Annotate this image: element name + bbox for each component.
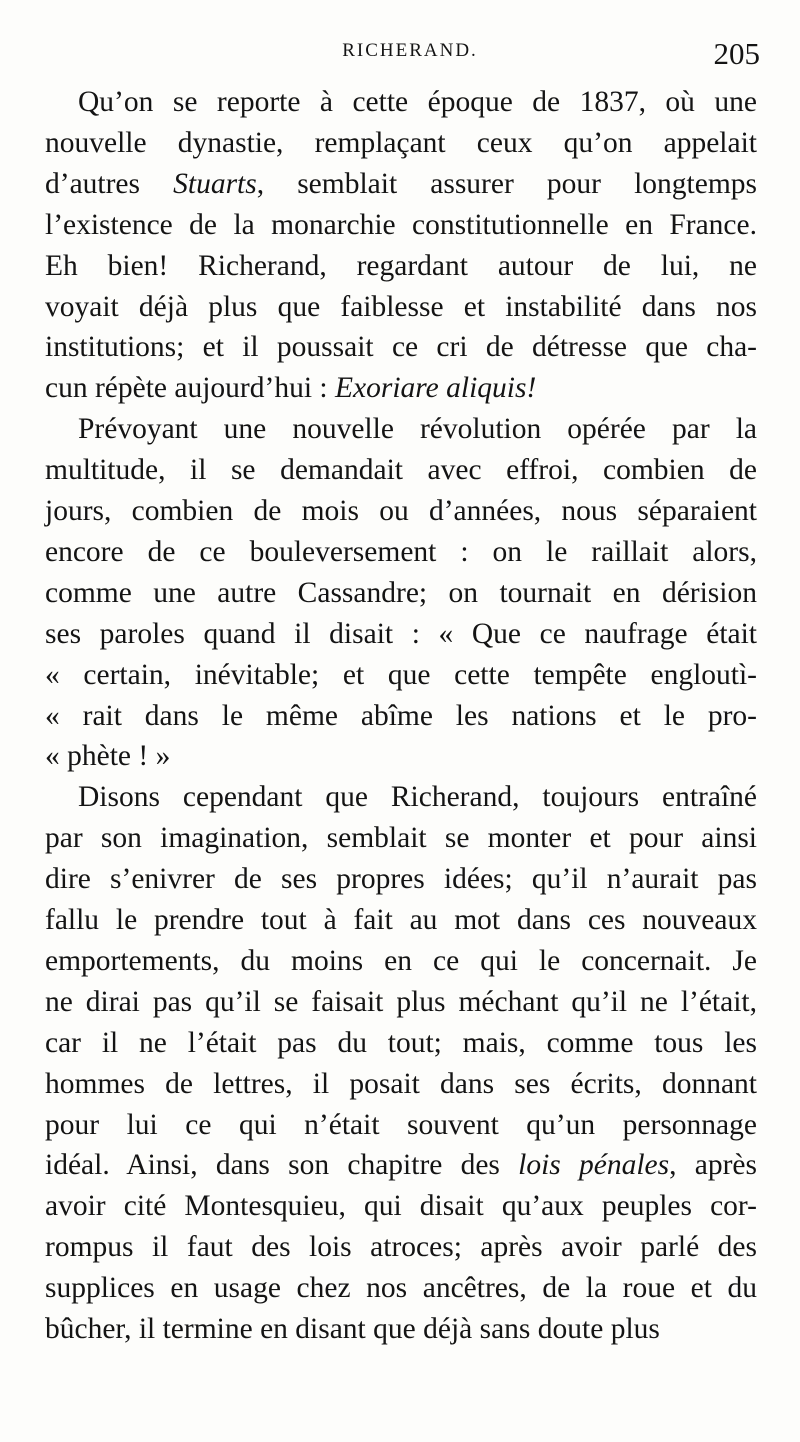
line-segment: Disons cependant que Richerand, toujours entraîné	[78, 781, 757, 814]
line-segment: voyait déjà plus que faiblesse et instabilité dans nos	[45, 290, 757, 323]
text-line	[45, 532, 757, 573]
line-segment: ne dirai pas qu’il se faisait plus méchant qu’il ne l’était,	[45, 985, 757, 1018]
text-line	[45, 123, 757, 164]
line-segment: d’autres	[45, 167, 174, 200]
line-text	[45, 577, 757, 609]
line-text	[45, 740, 170, 772]
line-text	[45, 618, 757, 650]
line-text	[45, 209, 757, 241]
text-line	[45, 1145, 757, 1186]
paragraph-first-line	[78, 409, 757, 450]
line-text	[45, 904, 757, 936]
line-segment: encore de ce bouleversement : on le raillait alors,	[45, 535, 757, 568]
line-segment: fallu le prendre tout à fait au mot dans ces nouveaux	[45, 904, 757, 936]
text-line	[45, 614, 757, 655]
text-line	[45, 573, 757, 614]
line-text	[45, 700, 757, 732]
line-segment: institutions; et il poussait ce cri de détresse que cha-	[45, 331, 757, 364]
line-segment: jours, combien de mois ou d’années, nous séparaient	[45, 495, 757, 527]
line-segment: Qu’on se reporte à cette époque de 1837, où une	[78, 86, 757, 118]
line-text	[45, 1272, 757, 1304]
line-text	[45, 127, 757, 159]
line-text	[45, 331, 757, 363]
running-title: RICHERAND.	[342, 40, 478, 61]
text-line	[45, 287, 757, 328]
line-text	[45, 1068, 757, 1100]
line-segment: , après	[669, 1149, 757, 1182]
line-segment: supplices en usage chez nos ancêtres, de la roue et du	[45, 1272, 757, 1305]
text-line	[45, 327, 757, 368]
line-segment: bûcher, il termine en disant que déjà sans doute plus	[45, 1313, 660, 1345]
line-text	[45, 659, 757, 691]
line-segment: emportements, du moins en ce qui le concernait. Je	[45, 944, 757, 977]
line-text	[45, 1231, 757, 1263]
line-text	[45, 1027, 757, 1059]
line-text	[45, 454, 757, 486]
text-line	[45, 859, 757, 900]
line-segment: cun répète aujourd’hui :	[45, 372, 335, 405]
text-line	[45, 941, 757, 982]
line-segment: nouvelle dynastie, remplaçant ceux qu’on appelait	[45, 126, 757, 159]
line-text	[45, 536, 757, 568]
line-segment: « phète ! »	[45, 740, 171, 773]
line-segment: idéal. Ainsi, dans son chapitre des	[45, 1149, 519, 1182]
text-line	[45, 164, 757, 205]
line-text	[45, 863, 757, 895]
body-text	[45, 82, 757, 1350]
line-segment: hommes de lettres, il posait dans ses écrits, donnant	[45, 1067, 757, 1100]
line-segment: pour lui ce qui n’était souvent qu’un personnage	[45, 1108, 757, 1141]
paragraph-first-line	[78, 777, 757, 818]
text-line	[45, 655, 757, 696]
text-line	[45, 1105, 757, 1146]
text-line	[45, 1309, 757, 1350]
text-line	[45, 491, 757, 532]
line-segment: Eh bien! Richerand, regardant autour de lui, ne	[45, 249, 757, 282]
line-segment: par son imagination, semblait se monter et pour ainsi	[45, 822, 757, 855]
line-text	[45, 1190, 757, 1222]
line-text	[78, 413, 757, 445]
page-number: 205	[713, 36, 760, 71]
line-text	[45, 291, 757, 323]
text-line	[45, 246, 757, 287]
line-segment: dire s’enivrer de ses propres idées; qu’il n’aurait pas	[45, 863, 757, 896]
text-line	[45, 1186, 757, 1227]
line-segment: avoir cité Montesquieu, qui disait qu’aux peuples cor-	[45, 1190, 757, 1223]
line-segment: « certain, inévitable; et que cette tempête engloutì-	[45, 658, 757, 691]
line-segment: rompus il faut des lois atroces; après avoir parlé des	[45, 1231, 757, 1264]
line-text	[45, 495, 757, 527]
text-line	[45, 1064, 757, 1105]
line-segment: , semblait assurer pour longtemps	[256, 167, 757, 200]
text-line	[45, 982, 757, 1023]
text-line	[45, 818, 757, 859]
line-text	[45, 1149, 757, 1181]
paragraph-first-line	[78, 82, 757, 123]
running-head	[0, 36, 800, 76]
line-segment: « rait dans le même abîme les nations et le pro-	[45, 699, 757, 732]
text-line	[45, 1268, 757, 1309]
text-line	[45, 1023, 757, 1064]
line-text	[45, 1313, 660, 1345]
line-text	[45, 945, 757, 977]
text-line	[45, 368, 757, 409]
italic-term: Exoriare aliquis!	[334, 372, 537, 405]
line-segment: comme une autre Cassandre; on tournait en dérision	[45, 576, 757, 609]
text-line	[45, 736, 757, 777]
line-text	[45, 822, 757, 854]
line-text	[78, 86, 757, 118]
line-text	[45, 164, 757, 205]
line-segment: car il ne l’était pas du tout; mais, comme tous les	[45, 1026, 757, 1059]
text-line	[45, 900, 757, 941]
line-segment: ses paroles quand il disait : « Que ce naufrage était	[45, 617, 757, 650]
text-line	[45, 450, 757, 491]
italic-term: lois pénales	[518, 1149, 670, 1182]
line-segment: multitude, il se demandait avec effroi, combien de	[45, 454, 757, 487]
line-text	[45, 250, 757, 282]
italic-term: Stuarts	[173, 167, 257, 200]
text-line	[45, 205, 757, 246]
text-line	[45, 1227, 757, 1268]
line-text	[45, 986, 757, 1018]
line-segment: l’existence de la monarchie constitutionnelle en France.	[45, 208, 757, 241]
text-line	[45, 696, 757, 737]
line-text	[78, 781, 757, 813]
line-text	[45, 372, 536, 404]
line-text	[45, 1109, 757, 1141]
line-segment: Prévoyant une nouvelle révolution opérée par la	[78, 413, 757, 446]
